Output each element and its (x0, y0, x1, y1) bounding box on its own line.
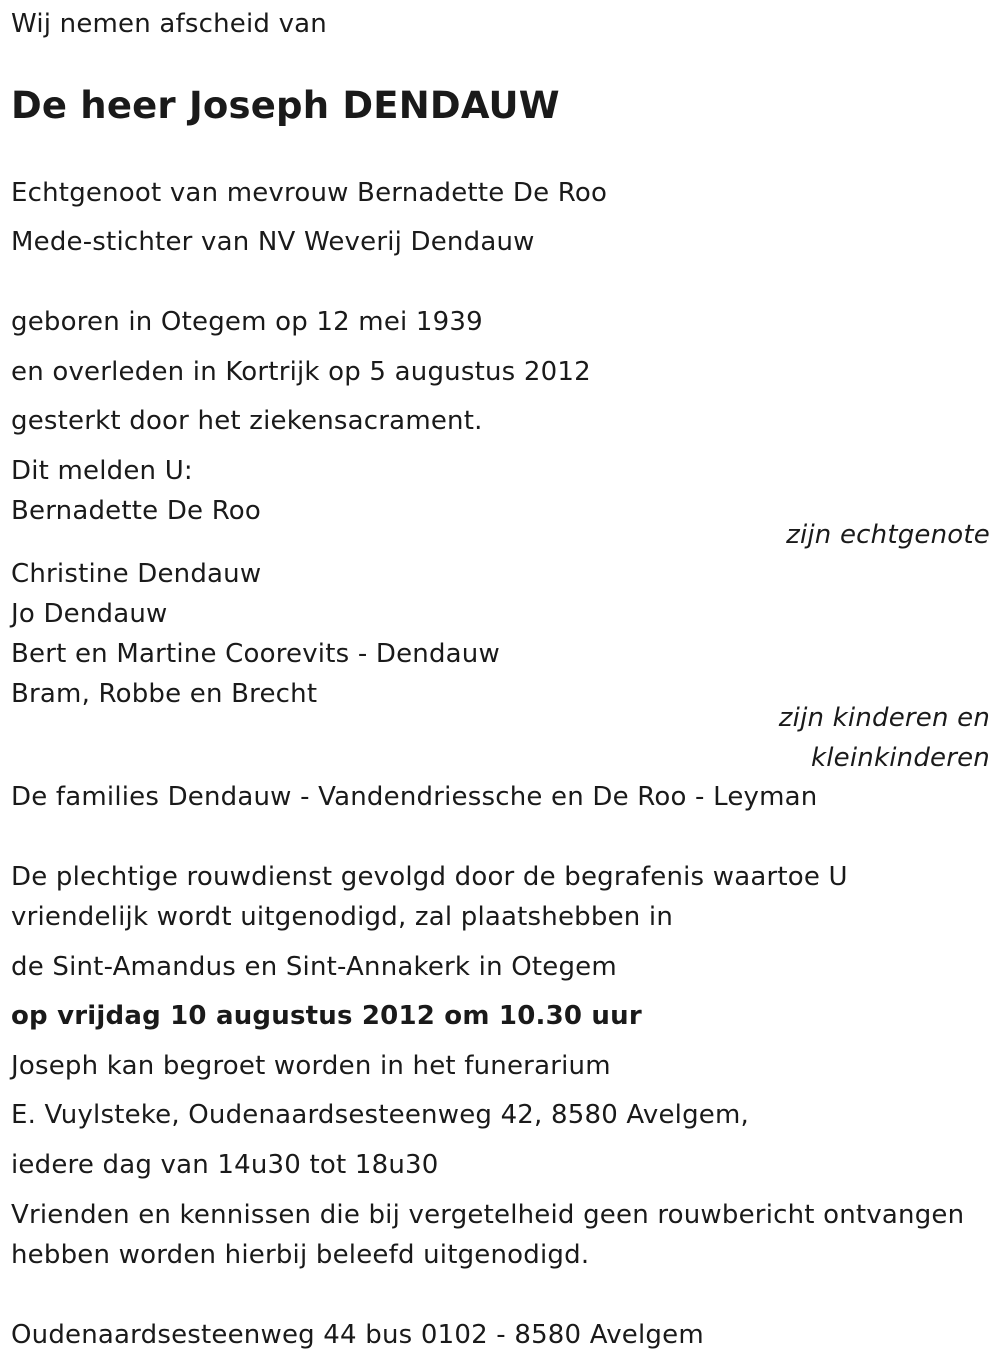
death-line: en overleden in Kortrijk op 5 augustus 2012 (11, 357, 591, 387)
spouse-name: Bernadette De Roo (11, 496, 262, 526)
church-line: de Sint-Amandus en Sint-Annakerk in Otegem (11, 952, 617, 982)
founder-line: Mede-stichter van NV Weverij Dendauw (11, 227, 535, 257)
child-name: Jo Dendauw (11, 599, 168, 629)
visitation-hours: iedere dag van 14u30 tot 18u30 (11, 1150, 439, 1180)
announcers-heading: Dit melden U: (11, 456, 193, 486)
ceremony-datetime: op vrijdag 10 augustus 2012 om 10.30 uur (11, 1001, 642, 1031)
sacrament-line: gesterkt door het ziekensacrament. (11, 406, 483, 436)
ceremony-line-2: vriendelijk wordt uitgenodigd, zal plaatshebben in (11, 902, 674, 932)
notice-line-1: Vrienden en kennissen die bij vergetelheid geen rouwbericht ontvangen (11, 1200, 965, 1230)
notice-line-2: hebben worden hierbij beleefd uitgenodigd. (11, 1240, 590, 1270)
children-role: zijn kinderen en (778, 703, 990, 733)
birth-line: geboren in Otegem op 12 mei 1939 (11, 307, 483, 337)
contact-address: Oudenaardsesteenweg 44 bus 0102 - 8580 Avelgem (11, 1320, 704, 1350)
grandchildren-names: Bram, Robbe en Brecht (11, 679, 318, 709)
spouse-role: zijn echtgenote (786, 520, 990, 550)
child-name: Christine Dendauw (11, 559, 262, 589)
spouse-line: Echtgenoot van mevrouw Bernadette De Roo (11, 178, 608, 208)
children-role-cont: kleinkinderen (810, 743, 990, 773)
deceased-name: De heer Joseph DENDAUW (11, 84, 560, 127)
intro-text: Wij nemen afscheid van (11, 9, 327, 39)
funeral-home-address: E. Vuylsteke, Oudenaardsesteenweg 42, 8580 Avelgem, (11, 1100, 749, 1130)
child-name: Bert en Martine Coorevits - Dendauw (11, 639, 500, 669)
families-line: De families Dendauw - Vandendriessche en De Roo - Leyman (11, 782, 818, 812)
visitation-line: Joseph kan begroet worden in het funerarium (11, 1051, 611, 1081)
ceremony-line-1: De plechtige rouwdienst gevolgd door de begrafenis waartoe U (11, 862, 848, 892)
